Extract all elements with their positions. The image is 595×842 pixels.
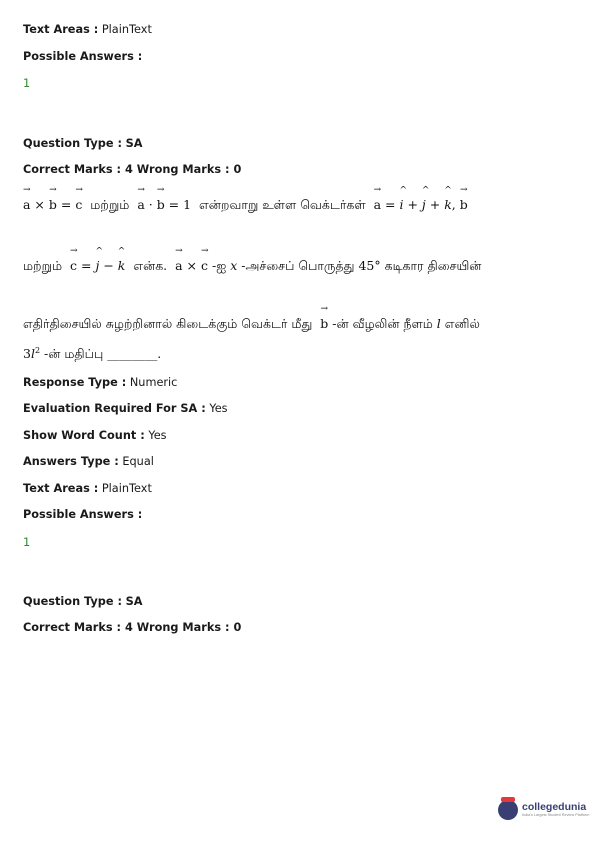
unit-j: ^ j xyxy=(421,186,430,212)
tamil-text: என்றவாறு உள்ள வெக்டர்கள் xyxy=(199,197,366,212)
tamil-text: எதிர்திசையில் சுழற்றினால் கிடைக்கும் வெக்டர் மீது xyxy=(23,316,313,331)
vector-c: → c xyxy=(70,246,78,273)
response-type-row xyxy=(23,376,177,389)
question-type-value: SA xyxy=(125,595,143,608)
logo-name: collegedunia xyxy=(522,801,587,813)
vector-b: → b xyxy=(48,185,57,212)
possible-answer-value: 1 xyxy=(23,536,31,549)
tamil-text: மற்றும் xyxy=(23,258,63,273)
vector-b: → b xyxy=(459,185,468,212)
evaluation-row xyxy=(23,402,228,415)
answers-type-label: Answers Type : xyxy=(23,455,119,468)
collegedunia-logo xyxy=(498,800,589,820)
tamil-text: என்க. xyxy=(133,258,168,273)
question-type-label: Question Type : xyxy=(23,595,122,608)
question-line-1: → a × → b = → c மற்றும் → a · → b = 1 என்றவாறு உள்ள வெக்டர்கள் → a = ^ i + ^ j + ^ k, → b xyxy=(23,185,468,212)
word-count-label: Show Word Count : xyxy=(23,429,145,442)
question-type-row xyxy=(23,595,142,608)
vector-a: → a xyxy=(373,185,382,212)
answers-type-value: Equal xyxy=(122,455,154,468)
text-areas-value: PlainText xyxy=(101,23,152,36)
marks-row: Correct Marks : 4 Wrong Marks : 0 xyxy=(23,621,242,634)
unit-k: ^ k xyxy=(117,247,126,273)
tamil-text: -ன் மதிப்பு ________. xyxy=(44,346,162,362)
response-type-label: Response Type : xyxy=(23,376,127,389)
text-areas-label: Text Areas : xyxy=(23,23,99,36)
marks-row: Correct Marks : 4 Wrong Marks : 0 xyxy=(23,163,242,176)
question-line-2: மற்றும் → c = ^ j − ^ k என்க. → a × → c -ஐ x -அச்சைப் பொருத்து 45° கடிகார திசையின் xyxy=(23,246,482,273)
tamil-text: -ஐ xyxy=(212,258,227,273)
word-count-value: Yes xyxy=(148,429,167,442)
possible-answer-value: 1 xyxy=(23,77,31,90)
unit-i: ^ i xyxy=(399,186,408,212)
logo-text xyxy=(522,802,589,818)
vector-c: → c xyxy=(75,185,83,212)
possible-answers-label: Possible Answers : xyxy=(23,508,143,521)
vector-b: → b xyxy=(320,304,329,331)
text-areas-row xyxy=(23,23,152,36)
question-type-row xyxy=(23,137,142,150)
unit-j: ^ j xyxy=(95,247,104,273)
tamil-text: -ன் வீழலின் நீளம் xyxy=(332,316,433,331)
evaluation-label: Evaluation Required For SA : xyxy=(23,402,206,415)
tamil-text: எனில் xyxy=(444,316,480,331)
logo-tagline: India's Largest Student Review Platform xyxy=(522,813,590,817)
vector-c: → c xyxy=(201,246,209,273)
word-count-row xyxy=(23,429,167,442)
question-line-4: $3l^2$ -ன் மதிப்பு ________. xyxy=(23,346,162,362)
text-areas-label: Text Areas : xyxy=(23,482,99,495)
answers-type-row xyxy=(23,455,154,468)
evaluation-value: Yes xyxy=(209,402,228,415)
response-type-value: Numeric xyxy=(129,376,178,389)
unit-k: ^ k xyxy=(444,186,452,212)
vector-a: → a xyxy=(23,185,31,212)
tamil-text: -அச்சைப் பொருத்து 45° கடிகார திசையின் xyxy=(241,258,482,273)
question-type-value: SA xyxy=(125,137,143,150)
vector-b: → b xyxy=(156,185,165,212)
question-type-label: Question Type : xyxy=(23,137,122,150)
text-areas-row xyxy=(23,482,152,495)
vector-a: → a xyxy=(175,246,183,273)
possible-answers-label: Possible Answers : xyxy=(23,50,143,63)
tamil-text: மற்றும் xyxy=(90,197,130,212)
mascot-icon xyxy=(498,800,518,820)
text-areas-value: PlainText xyxy=(101,482,152,495)
vector-a: → a xyxy=(137,185,145,212)
question-line-3: எதிர்திசையில் சுழற்றினால் கிடைக்கும் வெக்டர் மீது → b -ன் வீழலின் நீளம் l எனில் xyxy=(23,304,480,331)
